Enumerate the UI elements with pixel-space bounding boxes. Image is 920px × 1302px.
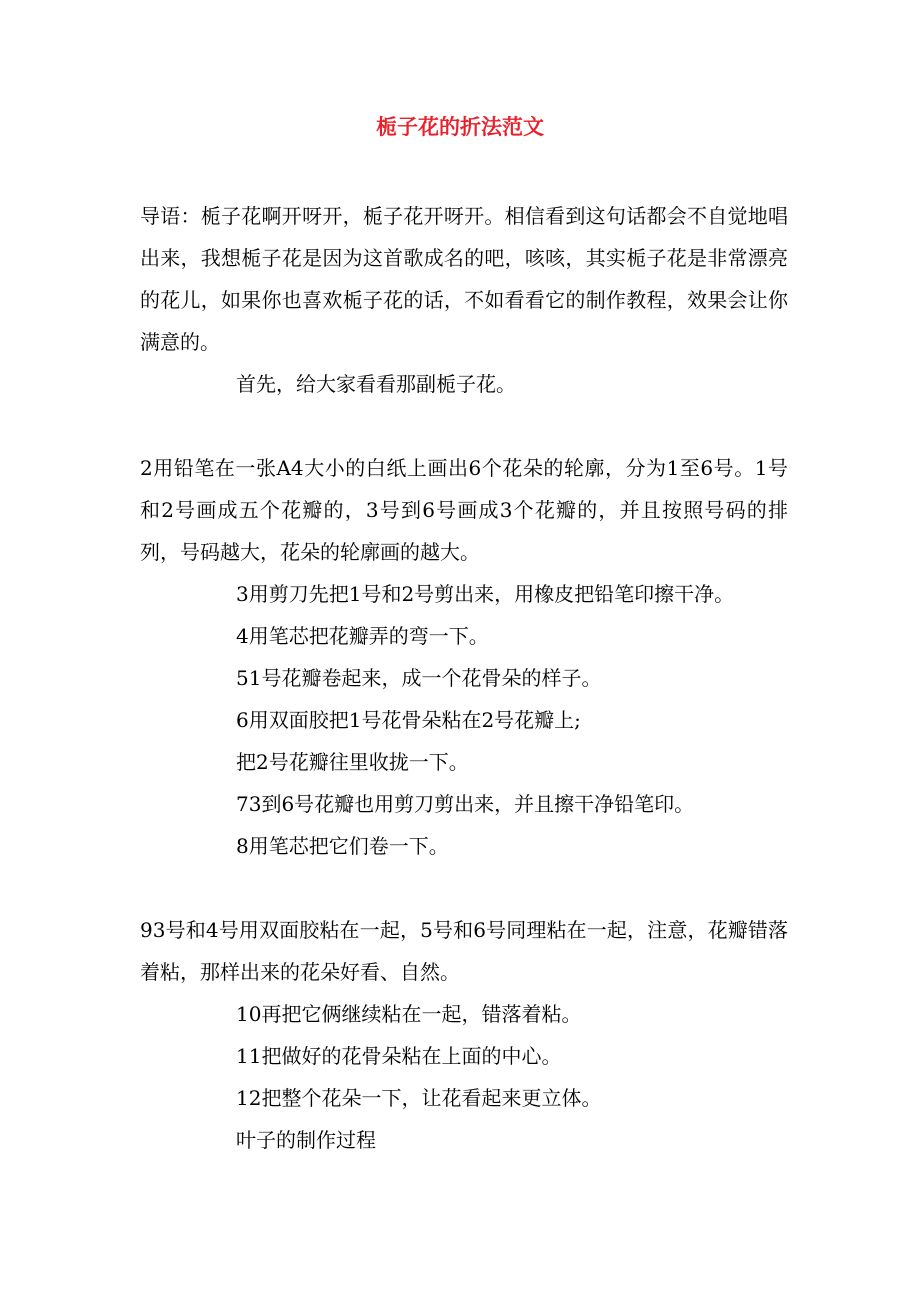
step-5: 51号花瓣卷起来，成一个花骨朵的样子。: [236, 666, 602, 690]
step-10: 10再把它俩继续粘在一起，错落着粘。: [236, 1002, 582, 1026]
step-11: 11把做好的花骨朵粘在上面的中心。: [236, 1044, 562, 1068]
first-line: 首先，给大家看看那副栀子花。: [236, 372, 516, 396]
leaf-section-heading: 叶子的制作过程: [236, 1128, 376, 1152]
intro-paragraph: 导语：栀子花啊开呀开，栀子花开呀开。相信看到这句话都会不自觉地唱出来，我想栀子花是因为这首歌成名的吧，咳咳，其实栀子花是非常漂亮的花儿，如果你也喜欢栀子花的话，不如看看它的制作教程，效果会让你满意的。: [140, 204, 788, 354]
step-6: 6用双面胶把1号花骨朵粘在2号花瓣上;: [236, 708, 581, 732]
step-7: 73到6号花瓣也用剪刀剪出来，并且擦干净铅笔印。: [236, 792, 695, 816]
step-8: 8用笔芯把它们卷一下。: [236, 834, 449, 858]
step-2-paragraph: 2用铅笔在一张A4大小的白纸上画出6个花朵的轮廓，分为1至6号。1号和2号画成五个花瓣的，3号到6号画成3个花瓣的，并且按照号码的排列，号码越大，花朵的轮廓画的越大。: [140, 456, 788, 564]
step-9-paragraph: 93号和4号用双面胶粘在一起，5号和6号同理粘在一起，注意，花瓣错落着粘，那样出来的花朵好看、自然。: [140, 918, 788, 984]
step-12: 12把整个花朵一下，让花看起来更立体。: [236, 1086, 602, 1110]
document-title: 栀子花的折法范文: [376, 114, 544, 139]
step-6-continued: 把2号花瓣往里收拢一下。: [236, 750, 469, 774]
step-3: 3用剪刀先把1号和2号剪出来，用橡皮把铅笔印擦干净。: [236, 582, 735, 606]
step-4: 4用笔芯把花瓣弄的弯一下。: [236, 624, 489, 648]
